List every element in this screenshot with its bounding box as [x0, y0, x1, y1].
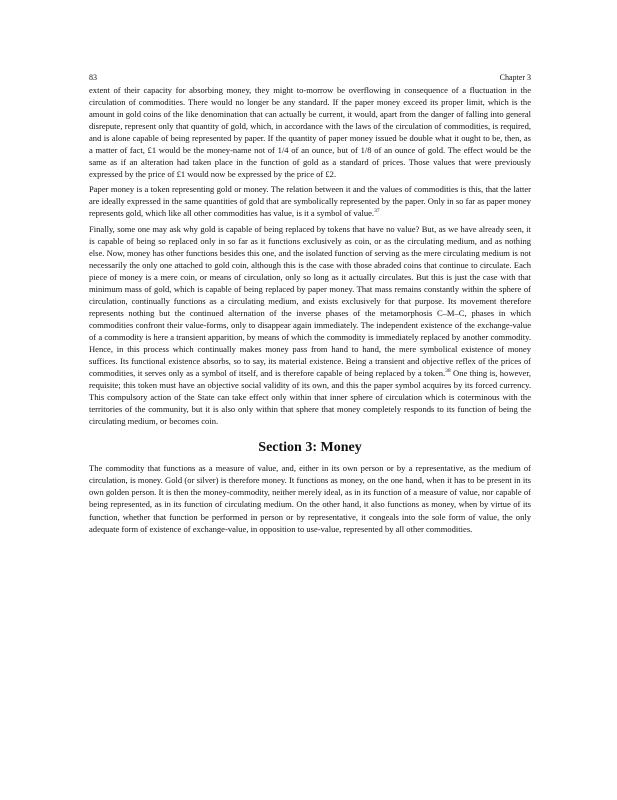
chapter-label: Chapter 3: [499, 73, 531, 82]
page: [89, 73, 531, 535]
section-heading: Section 3: Money: [258, 440, 362, 456]
paragraph-2-text: Paper money is a token representing gold or money. The relation between it and the values of commodities is this, that the latter are ideally expressed in the same quantities of gold that are symbolically represented by the paper. Only in so far as paper money represents gold, which like all other commodities has value, is it a symbol of value.: [89, 184, 531, 219]
paragraph-3: [89, 223, 531, 428]
paragraph-1: extent of their capacity for absorbing money, they might to-morrow be overflowing in consequence of a fluctuation in the circulation of commodities. There would no longer be any standard. If the paper money exceed its proper limit, which is the amount in gold coins of the like denomination that can actually be current, it would, apart from the danger of falling into general disrepute, represent only that quantity of gold, which, in accordance with the laws of the circulation of commodities, is required, and is alone capable of being represented by paper. If the quantity of paper money issued be double what it ought to be, then, as a matter of fact, £1 would be the money-name not of 1/4 of an ounce, but of 1/8 of an ounce of gold. The effect would be the same as if an alteration had taken place in the function of gold as a standard of prices. Those values that were previously expressed by the price of £1 would now be expressed by the price of £2.: [89, 85, 531, 180]
footnote-ref-37[interactable]: 37: [374, 208, 380, 215]
footnote-ref-38[interactable]: 38: [445, 368, 451, 375]
paragraph-3-text-b: One thing is, however, requisite; this token must have an objective social validity of its own, and this the paper symbol acquires by its forced currency. This compulsory action of the State can take effect only within that inner sphere of circulation which is coterminous with the territories of the community, but it is also only within that sphere that money completely responds to its function of being the circulating medium, or becomes coin.: [89, 368, 531, 427]
paragraph-3-text-a: Finally, some one may ask why gold is capable of being replaced by tokens that have no value? But, as we have already seen, it is capable of being so replaced only in so far as it functions exclusively as coin, or as the circulating medium, and as nothing else. Now, money has other functions besides this one, and the isolated function of serving as the mere circulating medium is not necessarily the only one attached to gold coin, although this is the case with those abraded coins that continue to circulate. Each piece of money is a mere coin, or means of circulation, only so long as it actually circulates. But this is just the case with that minimum mass of gold, which is capable of being replaced by paper money. That mass remains constantly within the sphere of circulation, continually functions as a circulating medium, and exists exclusively for that purpose. Its movement therefore represents nothing but the continued alternation of the inverse phases of the metamorphosis C–M–C, phases in which commodities confront their value-forms, only to disappear again immediately. The independent existence of the exchange-value of a commodity is here a transient apparition, by means of which the commodity is immediately replaced by another commodity. Hence, in this process which continually makes money pass from hand to hand, the mere symbolical existence of money suffices. Its functional existence absorbs, so to say, its material existence. Being a transient and objective reflex of the prices of commodities, it serves only as a symbol of itself, and is therefore capable of being replaced by a token.: [89, 223, 531, 379]
paragraph-2: [89, 183, 531, 219]
page-number: 83: [89, 73, 97, 82]
paragraph-4: The commodity that functions as a measure of value, and, either in its own person or by a representative, as the medium of circulation, is money. Gold (or silver) is therefore money. It functions as money, on the one hand, when it has to be present in its own golden person. It is then the money-commodity, neither merely ideal, as in its function of a measure of value, nor capable of being represented, as in its function of circulating medium. On the other hand, it also functions as money, when by virtue of its function, whether that function be performed in person or by representative, it congeals into the sole form of value, the only adequate form of existence of exchange-value, in opposition to use-value, represented by all other commodities.: [89, 463, 531, 534]
running-head: [89, 73, 531, 83]
